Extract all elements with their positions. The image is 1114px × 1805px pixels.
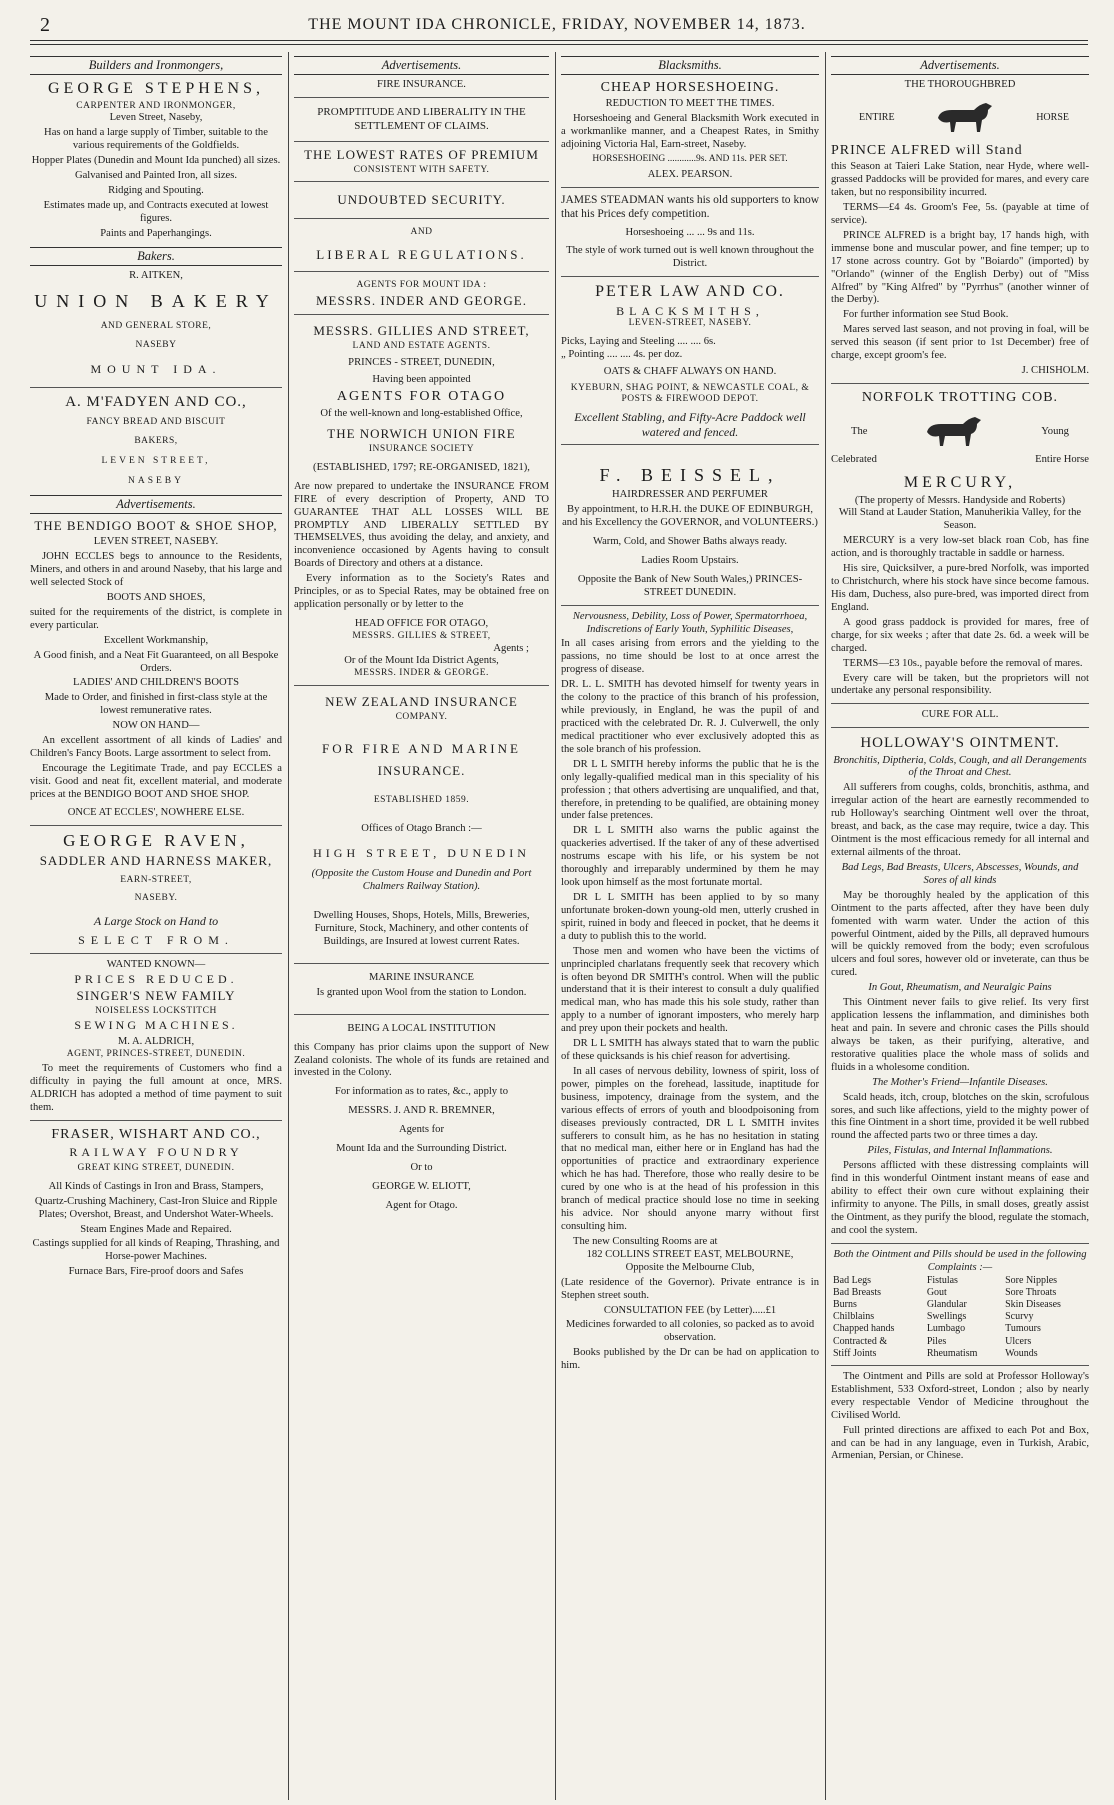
divider [30,387,282,388]
ad-text: Estimates made up, and Contracts executed at lowest figures. [43,199,269,224]
ad-text: Celebrated [831,454,877,466]
table-cell: Wounds [1005,1347,1038,1359]
divider [294,141,549,142]
ad-text: SELECT FROM. [78,933,234,948]
address-line: LEVEN STREET, [101,456,211,466]
ad-text: Ridging and Spouting. [108,184,204,196]
ad-text: Horseshoeing and General Blacksmith Work executed in a workmanlike manner, and a Cheapest Rates, in Smithy adjoining Victoria Hal, Earn-street, Naseby. [561,113,819,151]
horse-icon [919,412,989,452]
divider [294,181,549,182]
ad-text: ESTABLISHED 1859. [373,795,470,806]
address-line: AGENT, PRINCES-STREET, DUNEDIN. [66,1049,246,1060]
section-heading: Advertisements. [30,495,282,514]
address-line: 182 COLLINS STREET EAST, MELBOURNE, [586,1248,794,1260]
ad-text: A good grass paddock is provided for mares, free of charge, for six weeks ; after that date 2s. 6d. a week will be charged. [831,616,1089,654]
section-heading: Advertisements. [294,56,549,75]
ad-text: CONSISTENT WITH SAFETY. [353,164,490,175]
divider [831,727,1089,728]
column-1 [30,56,282,1796]
ad-text: Dwelling Houses, Shops, Hotels, Mills, Breweries, Furniture, Stock, Machinery, and other contents of Buildings, are Insured at lowest current Rates. [313,910,530,947]
column-divider [825,52,826,1800]
ad-text: Having been appointed [372,373,471,385]
advertiser-name: FRASER, WISHART AND CO., [51,1126,261,1142]
price-line: Horseshoeing ... ... 9s and 11s. [625,226,755,238]
ad-text: Of the well-known and long-established Office, [320,407,523,419]
table-cell: Piles [926,1335,947,1347]
ad-text: Paints and Paperhangings. [100,227,212,239]
ad-subheading: Bad Legs, Bad Breasts, Ulcers, Abscesses, Wounds, and Sores of all kinds [841,861,1079,886]
ad-text: DR L L SMITH has always stated that to warn the public of these quicksands is his chief reason for advertising. [561,1038,819,1063]
divider [294,1014,549,1015]
ad-text: Or of the Mount Ida District Agents, [344,655,499,667]
business-name: THE BENDIGO BOOT & SHOE SHOP, [34,518,278,534]
advertiser-name: R. AITKEN, [129,269,183,281]
address-line: LEVEN-STREET, NASEBY. [628,318,752,329]
divider [561,276,819,277]
ad-text: The style of work turned out is well known throughout the District. [566,245,814,270]
section-heading: Builders and Ironmongers, [30,56,282,75]
business-name: THE NORWICH UNION FIRE [327,426,516,442]
ad-text: FANCY BREAD AND BISCUIT [86,416,226,427]
address-line: HIGH STREET, DUNEDIN [313,845,530,860]
table-cell: Gout [926,1286,947,1298]
ad-text: For further information see Stud Book. [843,309,1009,321]
ad-text: Offices of Otago Branch :— [361,822,482,834]
ad-text: PRICES REDUCED. [74,971,238,986]
ad-text: Ladies Room Upstairs. [641,554,739,566]
ad-text: An excellent assortment of all kinds of Ladies' and Children's Fancy Boots. Large assortment to select from. [30,735,282,760]
ad-text: Entire Horse [1035,454,1089,466]
ad-heading: CURE FOR ALL. [921,709,999,721]
table-cell: Chapped hands [833,1323,895,1335]
ad-text: Young [1041,425,1069,437]
column-divider [555,52,556,1800]
ad-text: To meet the requirements of Customers who find a difficulty in paying the full amount at once, MRS. ALDRICH has adopted a method of time payment to suit them. [30,1062,282,1113]
ad-text: HEAD OFFICE FOR OTAGO, [354,618,489,630]
table-cell: Ulcers [1005,1335,1032,1347]
ad-text: Warm, Cold, and Shower Baths always ready. [592,535,788,547]
ad-text: AND GENERAL STORE, [100,320,212,331]
address-line: PRINCES - STREET, DUNEDIN, [348,356,495,368]
advertiser-name: A. M'FADYEN AND CO., [65,393,247,410]
town-line: NASEBY. [134,892,178,903]
ad-subheading: Piles, Fistulas, and Internal Inflammations. [867,1145,1053,1157]
ad-text: BOOTS AND SHOES, [106,591,206,603]
ad-text: Books published by the Dr can be had on application to him. [561,1347,819,1372]
ad-text: HORSE [1036,112,1069,124]
table-cell: Skin Diseases [1005,1298,1061,1310]
table-row [831,1299,1089,1311]
table-cell: Chilblains [833,1311,875,1323]
ad-heading: UNDOUBTED SECURITY. [337,192,506,208]
ad-heading: INSURANCE. [377,763,466,779]
ad-text: this Company has prior claims upon the support of New Zealand colonists. The whole of its funds are retained and invested in the Colony. [294,1041,549,1079]
ad-text: this Season at Taieri Lake Station, near Hyde, where well-grassed Paddocks will be provided for mares, and every care taken, but no responsibility incurred. [831,161,1089,199]
ad-text: Galvanised and Painted Iron, all sizes. [74,170,238,182]
ad-text: Agents ; [493,642,529,654]
address-line: EARN-STREET, [120,875,192,886]
divider [30,1120,282,1121]
divider [294,218,549,219]
divider [30,825,282,826]
ad-text: ENTIRE [859,112,895,124]
section-heading: Advertisements. [831,56,1089,75]
table-cell: Fistulas [926,1274,958,1286]
ad-text: Agent for Otago. [385,1199,458,1211]
ad-text: MESSRS. GILLIES & STREET, [352,630,491,641]
masthead [20,14,1094,38]
advertiser-name: GEORGE STEPHENS, [47,80,264,98]
column-3 [561,56,819,1796]
table-cell: Bad Legs [833,1274,872,1286]
ad-text: REDUCTION TO MEET THE TIMES. [605,98,775,110]
table-row [831,1311,1089,1323]
trade-line: CARPENTER AND IRONMONGER, [76,100,236,111]
ad-text: SEWING MACHINES. [74,1017,238,1032]
ad-text: TERMS—£4 4s. Groom's Fee, 5s. (payable at time of service). [831,202,1089,226]
ad-text: KYEBURN, SHAG POINT, & NEWCASTLE COAL, & POSTS & FIREWOOD DEPOT. [570,382,810,405]
ad-text: The new Consulting Rooms are at [573,1235,718,1247]
table-cell: Glandular [926,1298,967,1310]
ad-text: Persons afflicted with these distressing complaints will find in this wonderful Ointment instant means of ease and ability to effect their own cure without explaining their infirmity to anyone. The Pills, in small doses, greatly assist the Ointment, as they purify the blood, regulate the stomach, and cool the system. [831,1160,1089,1236]
ad-text: All sufferers from coughs, colds, bronchitis, asthma, and irregular action of the heart are earnestly recommended to rub Holloway's searching Ointment well over the throat, breast, and back, as the case may require, twice a day. This Ointment is the most efficacious remedy for all internal and external ailments of the throat. [831,782,1089,859]
ad-text: DR L L SMITH has been applied to by so many unfortunate broken-down young-old men, utterly crushed in spirit, ruined in body and fleeced in pocket, that he deems it a duty to publish this to the world. [561,891,819,942]
business-name: PETER LAW AND CO. [595,283,785,301]
column-2 [294,56,549,1796]
ad-text: (The property of Messrs. Handyside and Roberts) [854,494,1066,506]
ad-text: Made to Order, and finished in first-class style at the lowest remunerative rates. [44,692,268,717]
ad-text: Has on hand a large supply of Timber, suitable to the various requirements of the Goldfields. [44,127,268,152]
ad-text: NOW ON HAND— [112,720,200,732]
ad-heading: CHEAP HORSESHOEING. [600,80,780,96]
divider [831,703,1089,704]
ad-heading: PRINCE ALFRED will Stand [831,143,1023,159]
ad-text: In all cases arising from errors and the yielding to the passions, no time should be lost to at once arrest the progress of disease. [561,638,819,676]
divider [30,953,282,954]
advertiser-name: GEORGE W. ELIOTT, [372,1180,471,1192]
ad-text: (ESTABLISHED, 1797; RE-ORGANISED, 1821), [313,461,530,473]
advertiser-name: J. CHISHOLM. [1021,365,1089,377]
table-cell: Sore Nipples [1005,1274,1058,1286]
ad-text: The [851,425,868,437]
ad-text: Excellent Stabling, and Fifty-Acre Paddock well watered and fenced. [574,409,806,439]
town-line: NASEBY [135,340,177,351]
ad-text: In all cases of nervous debility, lowness of spirit, loss of power, pimples on the forehead, lassitude, inaptitude for business, impotency, drainage from the system, and the various effects of errors of youth and bloodpoisoning from diseases previously contracted, DR L L SMITH invites sufferers to consult him, as he has no hesitation in stating that no medical man, either here or in England has had the opportunities of practice and extraordinary experience which he has had. Therefore, those who really desire to be cured by one who is at the head of his profession in this branch of medical practice should lose no time in seeking his advice. Nor should anyone marry without first consulting him. [561,1065,819,1233]
ad-text: All Kinds of Castings in Iron and Brass, Stampers, [48,1180,264,1192]
ad-text: His sire, Quicksilver, a pure-bred Norfolk, was imported to Christchurch, where his stock have since become famous. His dam, Duchess, also pure-bred, was imported direct from England. [831,563,1089,613]
ad-text: LADIES' AND CHILDREN'S BOOTS [73,677,239,689]
table-cell: Sore Throats [1005,1286,1057,1298]
ad-text: AND [410,227,433,238]
table-cell: Burns [833,1298,857,1310]
ad-text: For information as to rates, &c., apply to [335,1086,508,1098]
ad-text: DR L L SMITH also warns the public against the quackeries advertised. If the taker of any of these advertised nostrums escape with his life, or his system be not thoroughly and irreparably undermined by them he may look upon himself as the most fortunate mortal. [561,825,819,889]
ad-text: Furnace Bars, Fire-proof doors and Safes [68,1266,244,1278]
ad-heading: BEING A LOCAL INSTITUTION [347,1022,496,1034]
masthead-rule [30,40,1088,41]
divider [831,1365,1089,1366]
address-line: GREAT KING STREET, DUNEDIN. [77,1163,235,1174]
ad-text: MERCURY is a very low-set black roan Cob, has fine action, and is thoroughly tractable in saddle or harness. [831,535,1089,560]
ad-text: Agents for [398,1124,444,1136]
ad-text: (Opposite the Custom House and Dunedin and Port Chalmers Railway Station). [311,868,532,893]
complaints-table [831,1275,1089,1360]
ad-text: By appointment, to H.R.H. the DUKE OF EDINBURGH, and his Excellency the GOVERNOR, and VOLUNTEERS.) [562,504,818,528]
ad-text: May be thoroughly healed by the application of this Ointment to the parts affected, after they have been duly fomented with warm water. Under the action of this powerful Ointment, aided by the Pills, all depraved humours will be quickly removed from the body; even scrofulous ulcers and foul sores, however old or inveterate, can thus be cured. [831,889,1089,979]
newspaper-title: THE MOUNT IDA CHRONICLE, FRIDAY, NOVEMBER 14, 1873. [308,16,806,33]
trade-line: BLACKSMITHS, [616,303,764,318]
ad-text: PROMPTITUDE AND LIBERALITY IN THE SETTLEMENT OF CLAIMS. [317,106,526,132]
ad-text: suited for the requirements of the district, is complete in every particular. [30,606,282,631]
table-cell: Contracted & [833,1335,888,1347]
section-heading: Bakers. [30,247,282,266]
ad-heading: FIRE INSURANCE. [377,79,466,91]
ad-text: MESSRS. INDER & GEORGE. [354,668,489,679]
ad-text: Castings supplied for all kinds of Reaping, Thrashing, and Horse-power Machines. [32,1238,280,1263]
ad-text: WANTED KNOWN— [106,958,206,970]
address-line: Leven Street, Naseby, [109,112,203,124]
masthead-rule-2 [30,44,1088,45]
advertiser-name: GEORGE RAVEN, [63,830,249,850]
ad-heading: MERCURY, [903,474,1017,491]
town-line: MOUNT IDA. [90,361,222,376]
ad-subheading: Both the Ointment and Pills should be used in the following Complaints :— [833,1248,1087,1273]
ad-subheading: In Gout, Rheumatism, and Neuralgic Pains [868,982,1052,994]
ad-text: This Ointment never fails to give relief. Its very first application lessens the inflammation, and diminishes both heat and pain. In severe and chronic cases the Pills should always be taken, as their purifying, alterative, and restorative qualities place the whole mass of solids and fluids in a wholesome condition. [831,997,1089,1073]
trade-line: HAIRDRESSER AND PERFUMER [612,489,768,501]
advertiser-name: MESSRS. INDER AND GEORGE. [316,293,527,309]
ad-text: INSURANCE SOCIETY [368,444,475,455]
business-name: UNION BAKERY [34,290,278,311]
page-number: 2 [40,14,51,36]
ad-subheading: The Mother's Friend—Infantile Diseases. [872,1076,1048,1088]
divider [831,383,1089,384]
table-row [831,1275,1089,1287]
table-row [831,1323,1089,1335]
divider [831,1243,1089,1244]
business-name: NEW ZEALAND INSURANCE [325,693,518,709]
price-line: „ Pointing .... .... 4s. per doz. [561,348,683,360]
ad-text: BAKERS, [134,436,178,447]
table-cell: Swellings [926,1311,967,1323]
trade-line: SADDLER AND HARNESS MAKER, [39,853,273,869]
advertiser-name: M. A. ALDRICH, [117,1036,195,1048]
business-name: RAILWAY FOUNDRY [69,1144,243,1159]
ad-text: PRINCE ALFRED is a bright bay, 17 hands high, with immense bone and muscular power, and fine temper; up to 17 stone across country. Got by "Boiardo" (imported) by "Orlando" (winner of the English Derby) out of "Miss Alfred" by "King Alfred" by "Pyrrhus" (another winner of the Derby). [831,229,1089,306]
table-cell: Tumours [1005,1323,1041,1335]
ad-heading: NORFOLK TROTTING COB. [861,390,1059,405]
divider [294,685,549,686]
ad-text: Every information as to the Society's Rates and Principles, or as to Special Rates, may be obtained free on application personally or by letter to the [294,573,549,611]
divider [561,187,819,188]
ad-text: The Ointment and Pills are sold at Professor Holloway's Establishment, 533 Oxford-street, London ; also by nearly every respectable Vendor of Medicine throughout the Civilised World. [831,1370,1089,1421]
ad-text: LAND AND ESTATE AGENTS. [352,341,491,352]
town-line: NASEBY [127,475,184,486]
ad-heading: Nervousness, Debility, Loss of Power, Spermatorrhoea, Indiscretions of Early Youth, Syphilitic Diseases, [572,610,808,635]
ad-text: Full printed directions are affixed to each Pot and Box, and can be had in any language, even in Turkish, Arabic, Armenian, Persian, or Chinese. [831,1424,1089,1462]
ad-text: Mares served last season, and not proving in foal, will be served this season (if sent prior to 1st December) free of charge, except groom's fee. [831,324,1089,362]
ad-text: Is granted upon Wool from the station to London. [316,986,527,998]
ad-text: Will Stand at Lauder Station, Manuherikia Valley, for the Season. [838,507,1082,532]
section-heading: Blacksmiths. [561,56,819,75]
divider [294,271,549,272]
price-line: CONSULTATION FEE (by Letter).....£1 [603,1304,777,1316]
divider [561,605,819,606]
horse-icon [930,98,1000,138]
ad-text: Medicines forwarded to all colonies, so packed as to avoid observation. [565,1319,815,1344]
ad-text: NOISELESS LOCKSTITCH [95,1006,217,1017]
ad-heading: THE LOWEST RATES OF PREMIUM [304,146,539,162]
ad-text: DR. L. L. SMITH has devoted himself for twenty years in the colony to the practice of this branch of his profession, while previously, in England, he was the pupil of and practiced with the celebrated Dr. R. J. Culverwell, the only medical practitioner who ever exclusively adopted this as the sole branch of his profession. [561,679,819,755]
divider [294,963,549,964]
table-cell: Stiff Joints [833,1347,877,1359]
ad-text: Steam Engines Made and Repaired. [80,1223,232,1235]
ad-text: (Late residence of the Governor). Private entrance is in Stephen street south. [561,1276,819,1301]
table-cell: Scurvy [1005,1311,1034,1323]
ad-text: A Good finish, and a Neat Fit Guaranteed, on all Bespoke Orders. [33,649,279,674]
ad-text: Encourage the Legitimate Trade, and pay ECCLES a visit. Good and neat fit, excellent material, and moderate prices at the BENDIGO BOOT AND SHOE SHOP. [30,763,282,800]
ad-heading: FOR FIRE AND MARINE [322,741,521,757]
advertiser-name: F. BEISSEL, [599,465,781,486]
advertiser-name: ALEX. PEARSON. [647,168,733,180]
ad-text: AGENTS FOR MOUNT IDA : [356,279,487,290]
ad-heading: MARINE INSURANCE [368,971,475,983]
address-line: Opposite the Bank of New South Wales,) PRINCES-STREET DUNEDIN. [577,573,803,598]
ad-text: TERMS—£3 10s., payable before the removal of mares. [843,657,1083,669]
table-row [831,1287,1089,1299]
ad-text: Are now prepared to undertake the INSURANCE FROM FIRE of every description of Property, AND TO GUARANTEE THAT ALL LOSSES WILL BE PROMPTLY AND LIBERALLY SETTLED BY THEMSELVES, thus avoiding the delay, and anxiety, and inconvenience occasioned by Agents having to consult Boards of Directory and others at a distance. [294,480,549,570]
ad-heading: SINGER'S NEW FAMILY [76,988,236,1004]
ad-heading: AGENTS FOR OTAGO [336,389,507,405]
advertiser-name: MESSRS. GILLIES AND STREET, [313,323,530,339]
ad-heading: LIBERAL REGULATIONS. [316,246,527,262]
table-row [831,1336,1089,1348]
ad-text: OATS & CHAFF ALWAYS ON HAND. [603,365,777,377]
ad-text: Mount Ida and the Surrounding District. [336,1143,507,1155]
ad-text: Every care will be taken, but the proprietors will not undertake any personal responsibility. [831,672,1089,697]
ad-text: ONCE AT ECCLES', NOWHERE ELSE. [67,806,245,818]
ad-text: Hopper Plates (Dunedin and Mount Ida punched) all sizes. [31,155,281,167]
ad-text: Those men and women who have been the victims of unprincipled charlatans frequently seek that recovery which is often beyond DR SMITH's control. When will the public understand that it is their interest to consult a duly qualified medical man, who has made this his sole study, rather than apply to a number of ignorant imposters, who merely harp and prey upon their pockets and health. [561,945,819,1035]
advertiser-name: MESSRS. J. AND R. BREMNER, [348,1105,495,1117]
ad-text: Excellent Workmanship, [103,634,209,646]
price-line: Picks, Laying and Steeling .... .... 6s. [561,336,716,348]
ad-heading: THE THOROUGHBRED [904,79,1016,91]
column-4 [831,56,1089,1796]
ad-text: JOHN ECCLES begs to announce to the Residents, Miners, and others in and around Naseby, that his large and well selected Stock of [30,551,282,589]
ad-text: COMPANY. [395,711,448,722]
address-line: LEVEN STREET, NASEBY. [93,536,219,548]
address-line: Opposite the Melbourne Club, [625,1261,755,1273]
divider [294,314,549,315]
divider [561,444,819,445]
ad-text: Scald heads, itch, croup, blotches on the skin, scrofulous sores, and such like affections, yield to the mighty power of this fine Ointment in a short time, provided it be well rubbed round the affected parts two or three times a day. [831,1091,1089,1142]
ad-text: JAMES STEADMAN wants his old supporters to know that his Prices defy competition. [561,193,819,220]
ad-text: A Large Stock on Hand to [93,914,219,929]
table-cell: Bad Breasts [833,1286,882,1298]
price-line: HORSESHOEING ............9s. AND 11s. PER SET. [592,154,788,165]
table-cell: Lumbago [926,1323,966,1335]
ad-text: DR L L SMITH hereby informs the public that he is the only legally-qualified medical man in this speciality of his profession ; that others advertising are unqualified, and that, therefore, in pretending to be qualified, are obtaining money under false pretences. [561,758,819,822]
ad-subheading: Bronchitis, Diptheria, Colds, Cough, and all Derangements of the Throat and Chest. [833,754,1087,779]
ad-text: Quartz-Crushing Machinery, Cast-Iron Sluice and Ripple Plates; Overshot, Breast, and Undershot Water-Wheels. [34,1195,278,1220]
table-cell: Rheumatism [926,1347,978,1359]
ad-heading: HOLLOWAY'S OINTMENT. [860,735,1060,752]
divider [294,97,549,98]
ad-text: Or to [410,1162,433,1174]
column-divider [288,52,289,1800]
table-row [831,1348,1089,1360]
